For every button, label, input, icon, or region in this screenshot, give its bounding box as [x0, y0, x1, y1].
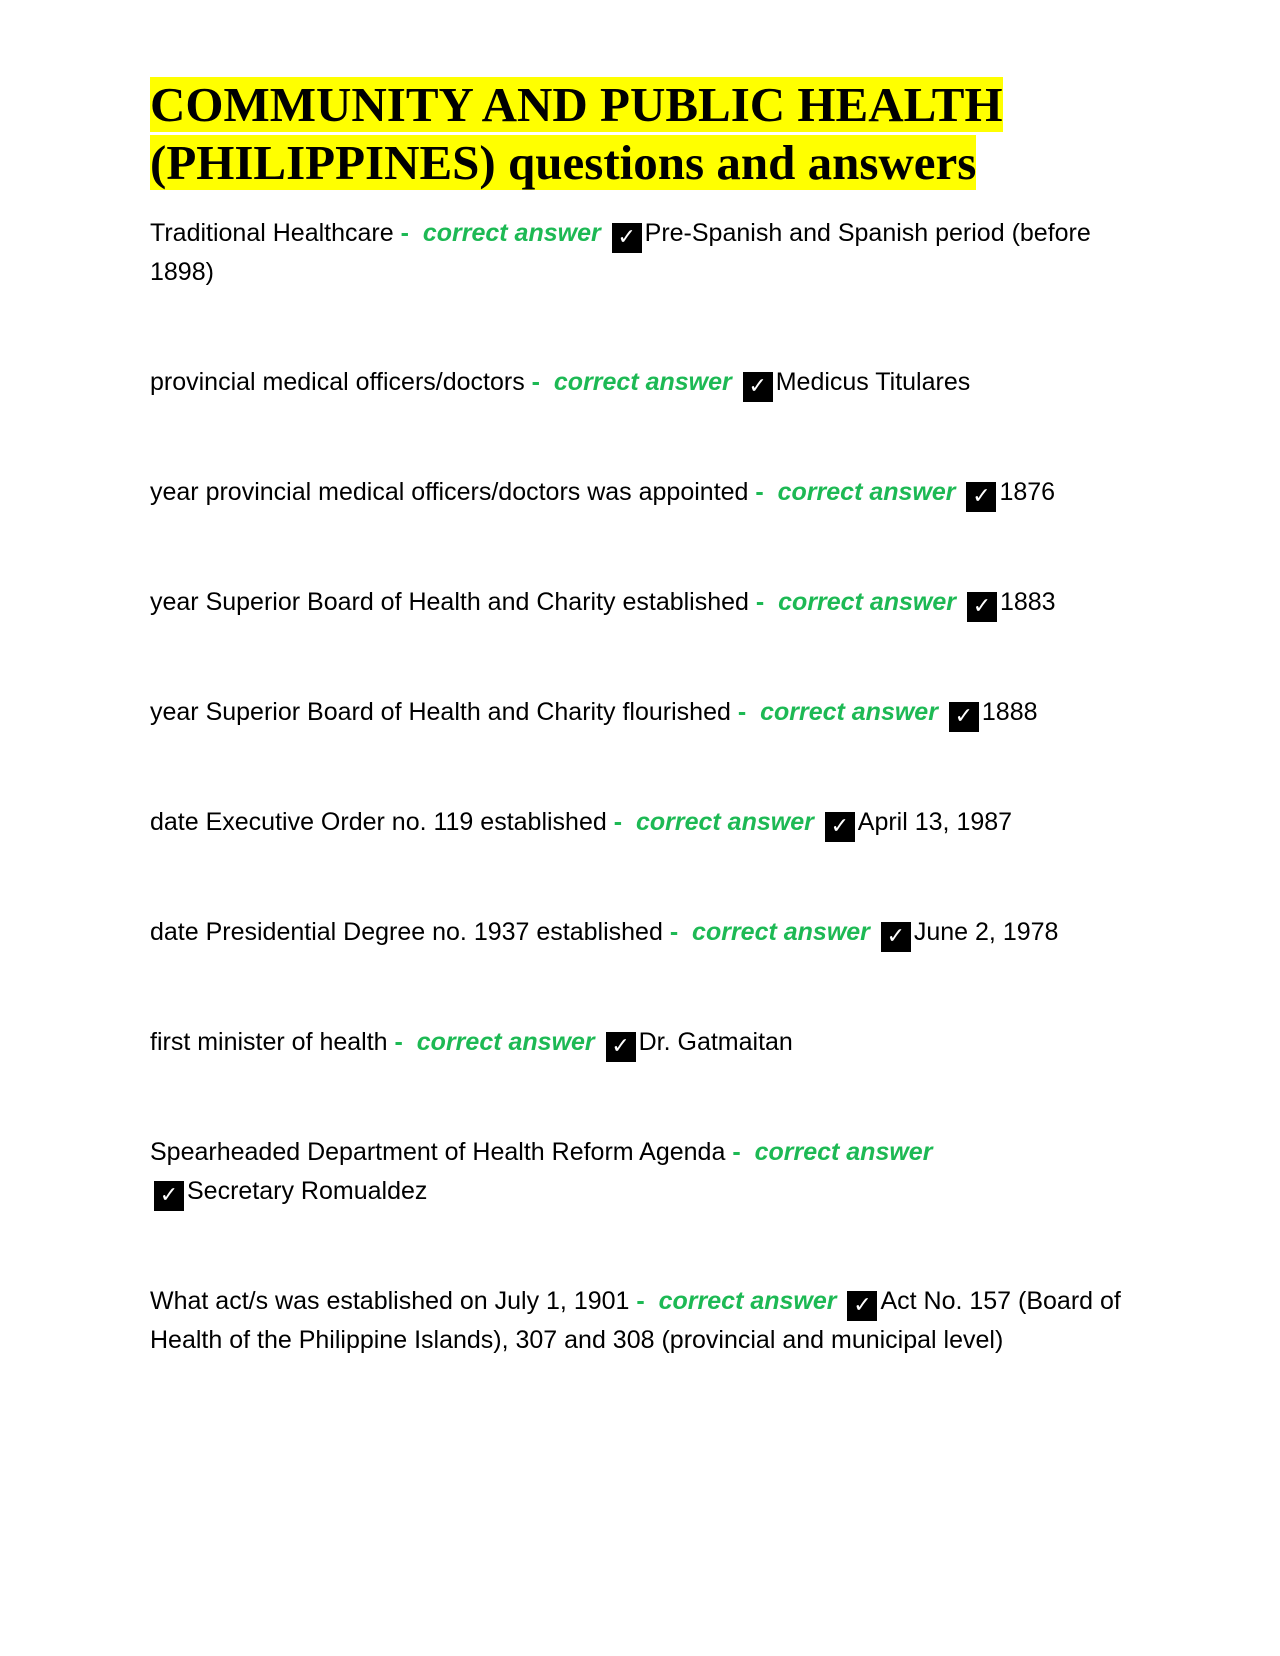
answer-text: 1888 — [981, 698, 1038, 726]
question-text: Spearheaded Department of Health Reform Agenda — [150, 1138, 726, 1166]
checkmark-icon: ✓ — [743, 372, 773, 402]
answer-text: June 2, 1978 — [913, 918, 1059, 946]
separator: - — [531, 368, 540, 396]
answer-text: 1883 — [999, 588, 1056, 616]
correct-answer-label: correct answer — [416, 1028, 595, 1056]
correct-answer-label: correct answer — [754, 1138, 933, 1166]
question-text: date Presidential Degree no. 1937 established — [150, 918, 663, 946]
separator: - — [755, 478, 764, 506]
answer-text: Dr. Gatmaitan — [638, 1028, 793, 1056]
question-text: first minister of health — [150, 1028, 388, 1056]
question-text: year provincial medical officers/doctors was appointed — [150, 478, 749, 506]
qa-item — [150, 473, 1130, 512]
checkmark-icon: ✓ — [881, 922, 911, 952]
question-text: year Superior Board of Health and Charity established — [150, 588, 749, 616]
correct-answer-label: correct answer — [635, 808, 814, 836]
checkmark-icon: ✓ — [966, 482, 996, 512]
checkmark-icon: ✓ — [847, 1291, 877, 1321]
qa-item — [150, 1023, 1130, 1062]
title-line-2: (PHILIPPINES) questions and answers — [150, 135, 977, 190]
correct-answer-label: correct answer — [778, 588, 957, 616]
question-text: date Executive Order no. 119 established — [150, 808, 607, 836]
correct-answer-label: correct answer — [692, 918, 870, 946]
question-text: What act/s was established on July 1, 1901 — [150, 1287, 630, 1315]
answer-text: Act No. 157 (Board of Health of the Philippine Islands), 307 and 308 (provincial and municipal level) — [150, 1287, 1121, 1354]
qa-item — [150, 1133, 1130, 1211]
qa-item — [150, 913, 1130, 952]
correct-answer-label: correct answer — [553, 368, 732, 396]
answer-text: Pre-Spanish and Spanish period (before 1898) — [150, 219, 1091, 286]
answer-text: Medicus Titulares — [775, 368, 971, 396]
checkmark-icon: ✓ — [154, 1181, 184, 1211]
question-text: year Superior Board of Health and Charity flourished — [150, 698, 731, 726]
separator: - — [636, 1287, 645, 1315]
qa-item — [150, 803, 1130, 842]
correct-answer-label: correct answer — [760, 698, 938, 726]
separator: - — [669, 918, 679, 946]
correct-answer-label: correct answer — [658, 1287, 837, 1315]
answer-text: April 13, 1987 — [857, 808, 1013, 836]
answer-text: 1876 — [999, 478, 1056, 506]
separator: - — [394, 1028, 403, 1056]
qa-item — [150, 1282, 1130, 1360]
correct-answer-label: correct answer — [777, 478, 956, 506]
qa-item — [150, 693, 1130, 732]
qa-item — [150, 583, 1130, 622]
answer-text: Secretary Romualdez — [187, 1177, 428, 1205]
correct-answer-label: correct answer — [422, 219, 601, 247]
separator: - — [737, 698, 747, 726]
separator: - — [613, 808, 623, 836]
qa-item — [150, 363, 1130, 402]
qa-item — [150, 214, 1130, 292]
title-line-1: COMMUNITY AND PUBLIC HEALTH — [150, 77, 1003, 132]
checkmark-icon: ✓ — [612, 223, 642, 253]
checkmark-icon: ✓ — [606, 1032, 636, 1062]
checkmark-icon: ✓ — [825, 812, 855, 842]
checkmark-icon: ✓ — [949, 702, 979, 732]
question-text: provincial medical officers/doctors — [150, 368, 525, 396]
document-title — [150, 76, 1130, 192]
question-text: Traditional Healthcare — [150, 219, 394, 247]
checkmark-icon: ✓ — [967, 592, 997, 622]
separator: - — [732, 1138, 741, 1166]
separator: - — [400, 219, 409, 247]
document-page — [150, 76, 1130, 1360]
separator: - — [755, 588, 765, 616]
